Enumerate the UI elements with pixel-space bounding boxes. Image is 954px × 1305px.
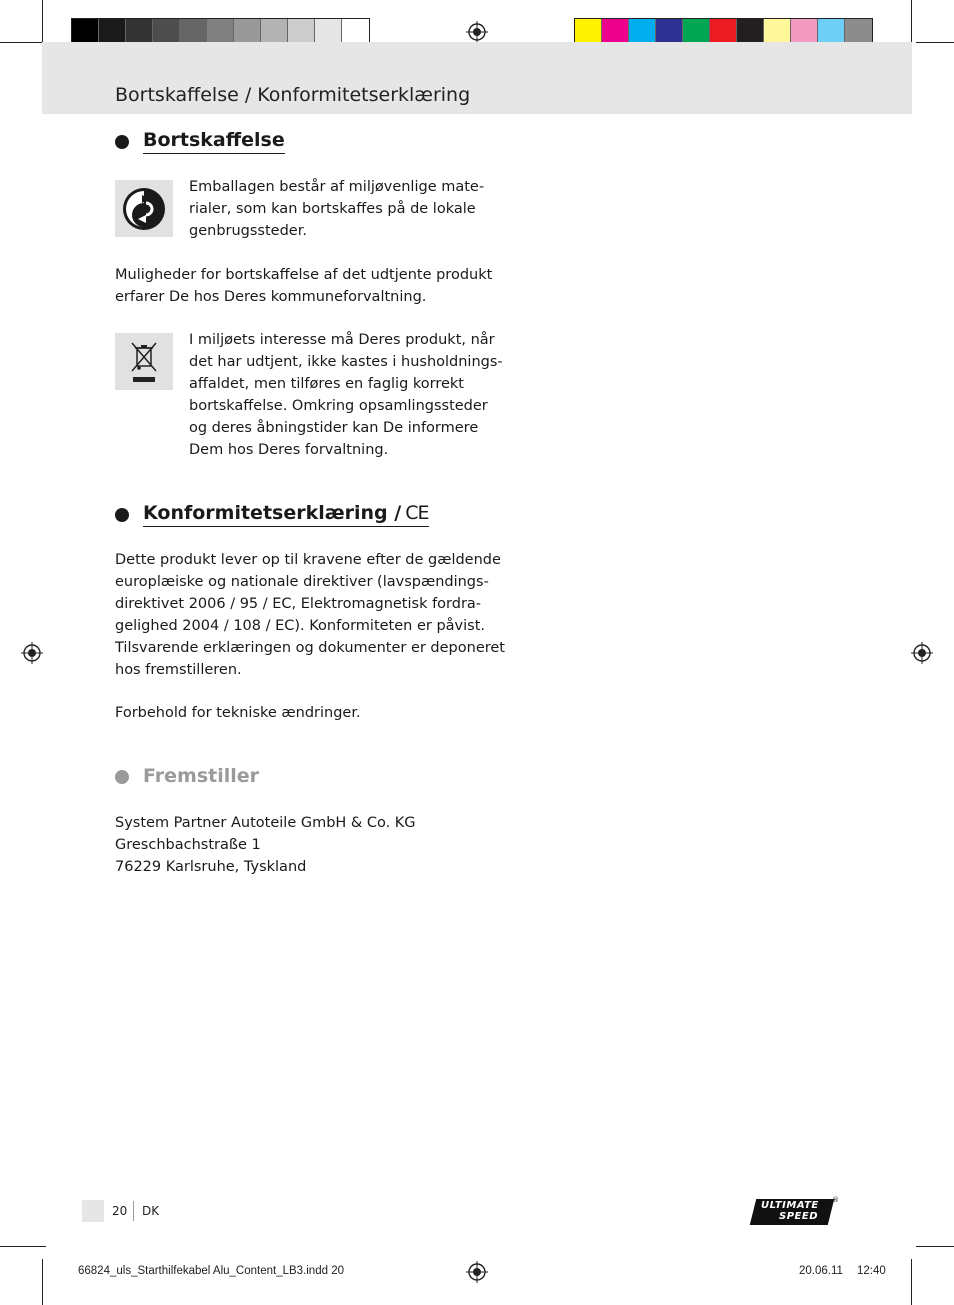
registration-mark-icon	[21, 642, 43, 664]
registration-mark-icon	[466, 1261, 488, 1283]
bullet-icon	[115, 770, 129, 784]
bullet-icon	[115, 135, 129, 149]
manufacturer-address: System Partner Autoteile GmbH & Co. KG Greschbachstraße 1 76229 Karlsruhe, Tyskland	[115, 815, 416, 875]
registration-mark-icon	[911, 642, 933, 664]
crop-mark	[0, 42, 46, 43]
ce-mark-icon: CE	[405, 502, 429, 524]
section-heading-manufacturer	[115, 765, 259, 789]
bullet-icon	[115, 508, 129, 522]
recycle-icon-box	[115, 180, 173, 237]
footer-divider	[133, 1201, 134, 1221]
green-dot-recycle-icon	[121, 186, 167, 232]
crop-mark	[911, 0, 912, 46]
section-heading-text	[143, 502, 429, 527]
packaging-text: Emballagen består af miljøvenlige mate- rialer, som kan bortskaffes på de lokale genbrugssteder.	[189, 179, 485, 239]
disposal-options-text: Muligheder for bortskaffelse af det udtjente produkt erfarer De hos Deres kommuneforvaltning.	[115, 267, 493, 305]
crop-mark	[916, 1246, 954, 1247]
crop-mark	[42, 0, 43, 46]
ultimate-speed-logo	[753, 1196, 839, 1226]
weee-text: I miljøets interesse må Deres produkt, når det har udtjent, ikke kastes i husholdnings- affaldet, men tilføres en faglig korrekt bortskaffelse. Omkring opsamlingssteder og deres åbningstider kan De informere Dem hos Deres forvaltning.	[189, 332, 503, 458]
crossed-out-wheelie-bin-icon	[126, 339, 162, 385]
slug-time: 12:40	[857, 1265, 886, 1277]
section-heading-disposal	[115, 129, 285, 154]
weee-icon-box	[115, 333, 173, 390]
slug-filename: 66824_uls_Starthilfekabel Alu_Content_LB3.indd 20	[78, 1265, 344, 1277]
footer-page-box	[82, 1200, 104, 1222]
logo-text-bottom: SPEED	[779, 1211, 818, 1222]
section-heading-conformity	[115, 502, 429, 527]
technical-reservation-text: Forbehold for tekniske ændringer.	[115, 705, 361, 721]
registered-mark: ®	[832, 1196, 839, 1204]
crop-mark	[911, 1259, 912, 1305]
crop-mark	[42, 1259, 43, 1305]
conformity-text: Dette produkt lever op til kravene efter de gældende europlæiske og nationale direktiver (lavspændings- direktivet 2006 / 95 / EC, Elektromagnetisk fordra- gelighed 2004 / 108 / EC). Konformiteten er påvist. Tilsvarende erklæringen og dokumenter er deponeret hos fremstilleren.	[115, 552, 505, 678]
section-heading-text: Bortskaffelse	[143, 129, 285, 154]
slug-date: 20.06.11	[799, 1265, 843, 1277]
page-title: Bortskaffelse / Konformitetserklæring	[115, 84, 471, 106]
crop-mark	[0, 1246, 46, 1247]
language-code: DK	[142, 1204, 160, 1218]
section-heading-text: Fremstiller	[143, 765, 260, 787]
logo-text-top: ULTIMATE	[761, 1200, 819, 1211]
crop-mark	[916, 42, 954, 43]
page-number: 20	[112, 1204, 128, 1218]
registration-mark-icon	[466, 21, 488, 43]
conformity-heading-label: Konformitetserklæring /	[143, 502, 402, 524]
